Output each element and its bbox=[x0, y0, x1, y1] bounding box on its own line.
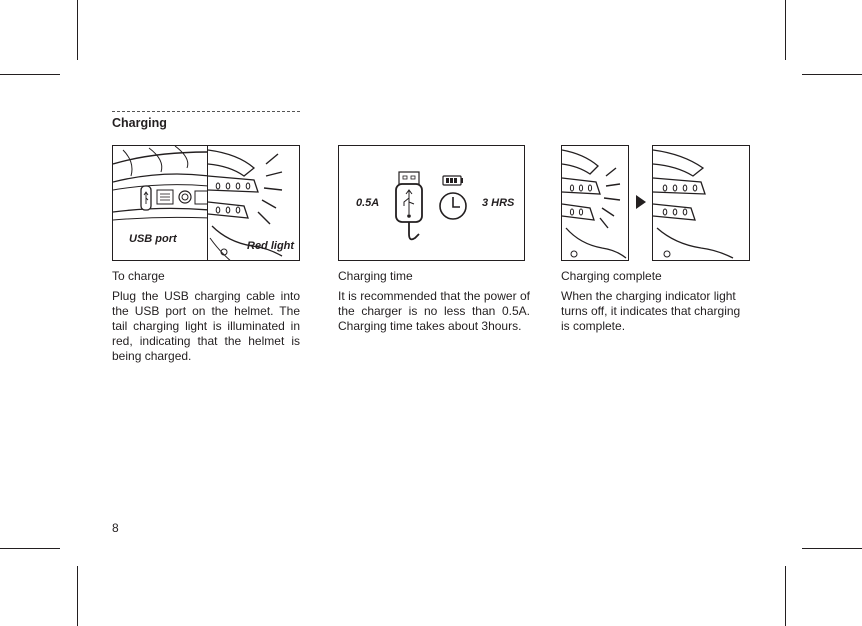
crop-mark-bottom-right-horizontal bbox=[802, 548, 862, 549]
duration-label: 3 HRS bbox=[482, 197, 515, 209]
light-on-illustration bbox=[561, 145, 629, 261]
battery-icon bbox=[443, 176, 463, 185]
charging-time-illustration bbox=[338, 145, 525, 261]
clock-icon bbox=[440, 193, 466, 219]
to-charge-body: Plug the USB charging cable into the USB port on the helmet. The tail charging light is illuminated in red, indicating that the helmet is being charged. bbox=[112, 289, 300, 363]
crop-mark-bottom-right-vertical bbox=[785, 566, 786, 626]
page-number: 8 bbox=[112, 521, 119, 535]
crop-mark-bottom-left-vertical bbox=[77, 566, 78, 626]
crop-mark-top-right-vertical bbox=[785, 0, 786, 60]
charging-complete-body: When the charging indicator light turns off, it indicates that charging is complete. bbox=[561, 289, 741, 333]
red-light-illustration bbox=[207, 145, 300, 261]
light-off-illustration bbox=[652, 145, 750, 261]
to-charge-caption: To charge bbox=[112, 269, 165, 283]
section-divider bbox=[112, 111, 300, 112]
section-title: Charging bbox=[112, 116, 167, 130]
current-label: 0.5A bbox=[356, 197, 380, 209]
arrow-right-icon bbox=[636, 195, 646, 209]
tail-light-on-drawing bbox=[562, 146, 629, 261]
crop-mark-top-left-horizontal bbox=[0, 74, 60, 75]
usb-plug-icon bbox=[396, 172, 422, 239]
charging-complete-caption: Charging complete bbox=[561, 269, 662, 283]
crop-mark-bottom-left-horizontal bbox=[0, 548, 60, 549]
light-rays-icon bbox=[258, 154, 282, 224]
light-rays-icon bbox=[600, 168, 620, 228]
charging-time-caption: Charging time bbox=[338, 269, 413, 283]
usb-port-label: USB port bbox=[129, 233, 177, 245]
charging-time-body: It is recommended that the power of the charger is no less than 0.5A. Charging time takes about 3hours. bbox=[338, 289, 530, 333]
red-light-label: Red light bbox=[247, 240, 295, 252]
usb-port-illustration bbox=[112, 145, 208, 261]
tail-light-off-drawing bbox=[653, 146, 750, 261]
crop-mark-top-left-vertical bbox=[77, 0, 78, 60]
crop-mark-top-right-horizontal bbox=[802, 74, 862, 75]
